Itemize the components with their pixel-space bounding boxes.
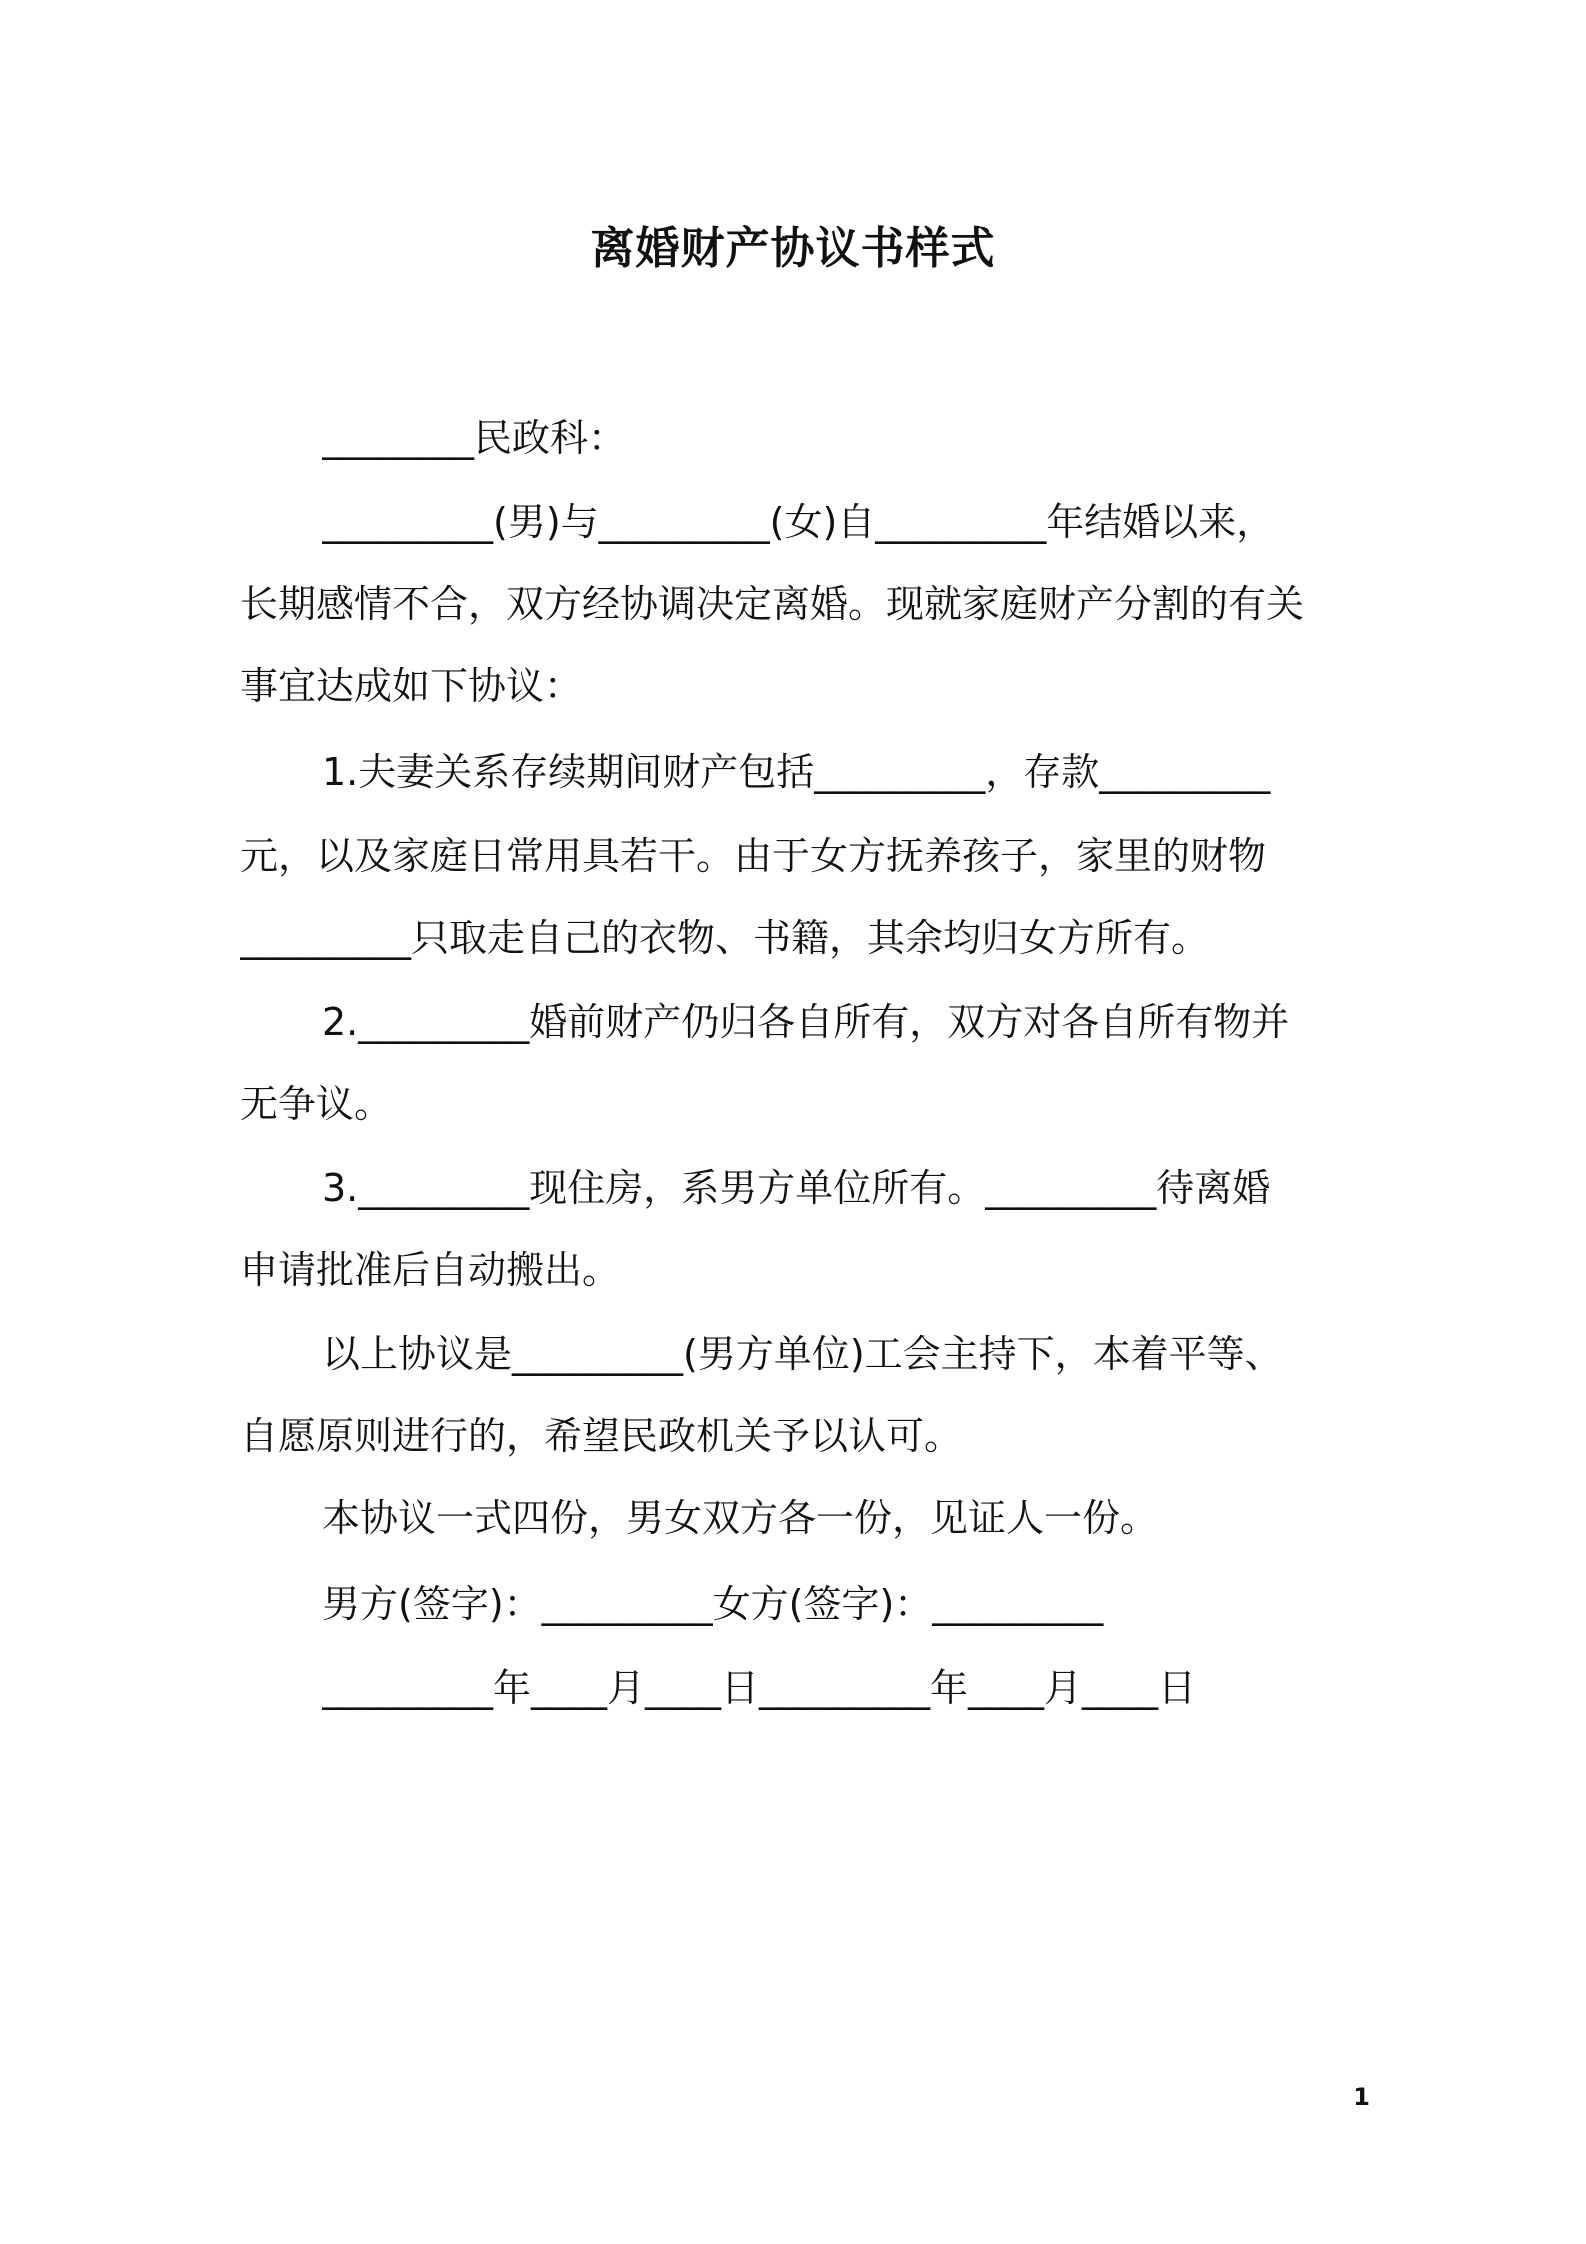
document-title: 离婚财产协议书样式 bbox=[590, 223, 996, 274]
paragraph-intro-line-3: 事宜达成如下协议： bbox=[240, 664, 583, 708]
clause-1-line-3: _________只取走自己的衣物、书籍，其余均归女方所有。 bbox=[240, 916, 1210, 960]
approval-line-2: 自愿原则进行的，希望民政机关予以认可。 bbox=[240, 1414, 963, 1458]
page-number: 1 bbox=[1353, 2083, 1370, 2111]
clause-3-line-2: 申请批准后自动搬出。 bbox=[240, 1248, 621, 1292]
clause-2-line-2: 无争议。 bbox=[240, 1082, 393, 1126]
clause-1-line-1: 1.夫妻关系存续期间财产包括_________，存款_________ bbox=[322, 750, 1271, 794]
paragraph-intro-line-2: 长期感情不合，双方经协调决定离婚。现就家庭财产分割的有关 bbox=[240, 582, 1305, 626]
copies-line: 本协议一式四份，男女双方各一份，见证人一份。 bbox=[322, 1496, 1159, 1540]
paragraph-intro-line-1: _________(男)与_________(女)自_________年结婚以来， bbox=[322, 500, 1275, 544]
addressee-line: ________民政科： bbox=[322, 416, 627, 460]
clause-2-line-1: 2._________婚前财产仍归各自所有，双方对各自所有物并 bbox=[322, 1000, 1290, 1044]
approval-line-1: 以上协议是_________(男方单位)工会主持下，本着平等、 bbox=[322, 1332, 1283, 1376]
clause-3-line-1: 3._________现住房，系男方单位所有。_________待离婚 bbox=[322, 1166, 1271, 1210]
signature-line: 男方(签字)：_________女方(签字)：_________ bbox=[322, 1582, 1104, 1626]
date-line: _________年____月____日_________年____月____日 bbox=[322, 1666, 1197, 1710]
clause-1-line-2: 元，以及家庭日常用具若干。由于女方抚养孩子，家里的财物 bbox=[240, 834, 1267, 878]
